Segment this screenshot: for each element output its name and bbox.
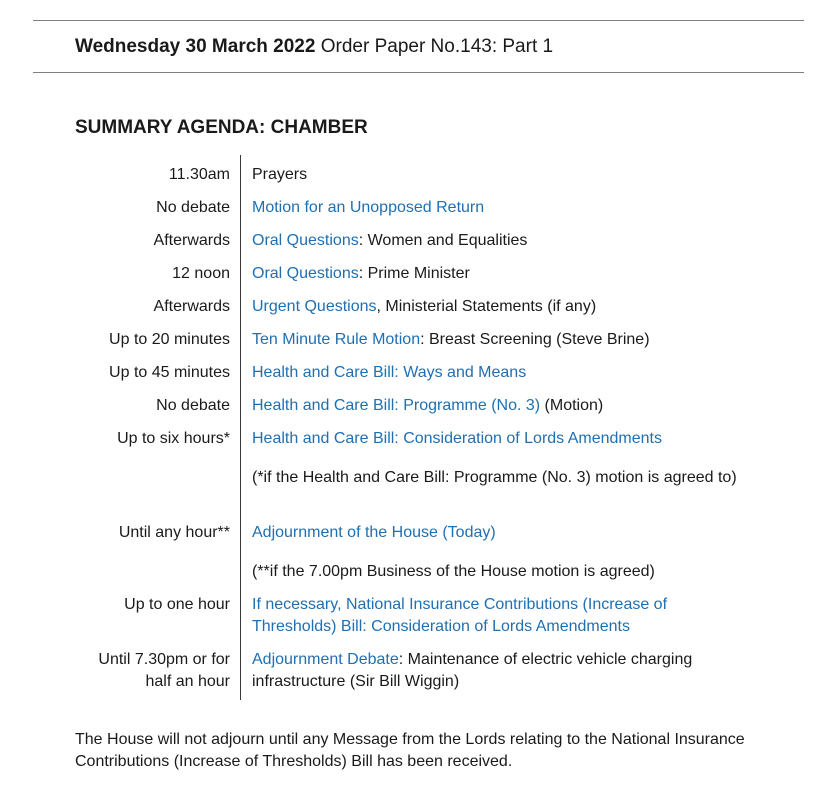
header-title: Order Paper No.143: Part 1 xyxy=(315,36,554,57)
agenda-item-link[interactable]: Adjournment of the House (Today) xyxy=(252,524,496,541)
agenda-item-text: : Breast Screening (Steve Brine) xyxy=(420,331,650,348)
agenda-item xyxy=(252,395,762,417)
agenda-item xyxy=(252,649,742,693)
agenda-time: 11.30am xyxy=(168,166,230,183)
agenda-item-link[interactable]: Adjournment Debate xyxy=(252,651,399,668)
header-rule xyxy=(33,72,804,73)
agenda-time: Up to one hour xyxy=(124,596,230,613)
agenda-item xyxy=(252,197,762,219)
header-date: Wednesday 30 March 2022 xyxy=(75,36,316,57)
agenda-item-text: Prayers xyxy=(252,166,308,183)
agenda-time: Up to 20 minutes xyxy=(109,331,230,348)
agenda-item-text: , Ministerial Statements (if any) xyxy=(376,298,597,315)
agenda-time: Up to 45 minutes xyxy=(109,364,230,381)
agenda-item xyxy=(252,329,762,351)
agenda-item xyxy=(252,467,762,489)
footer-note: The House will not adjourn until any Message from the Lords relating to the National Insurance Contributions (Increase of Thresholds) Bill has been received. xyxy=(75,731,745,770)
agenda-time: No debate xyxy=(156,397,230,414)
agenda-item-text: : Maintenance of electric vehicle charging infrastructure (Sir Bill Wiggin) xyxy=(252,651,693,690)
top-rule xyxy=(33,20,804,21)
agenda-item-text: (Motion) xyxy=(540,397,604,414)
agenda-time: Afterwards xyxy=(153,298,230,315)
agenda-item-link[interactable]: Urgent Questions xyxy=(252,298,377,315)
agenda-item xyxy=(252,263,762,285)
agenda-note: (**if the 7.00pm Business of the House motion is agreed) xyxy=(252,563,655,580)
agenda-item xyxy=(252,594,712,638)
section-title: SUMMARY AGENDA: CHAMBER xyxy=(75,117,368,138)
agenda-item-link[interactable]: Ten Minute Rule Motion xyxy=(252,331,421,348)
agenda-item-link[interactable]: Health and Care Bill: Ways and Means xyxy=(252,364,527,381)
agenda-item-link[interactable]: Health and Care Bill: Programme (No. 3) xyxy=(252,397,541,414)
agenda-item-link[interactable]: Motion for an Unopposed Return xyxy=(252,199,485,216)
page-header xyxy=(75,34,553,60)
agenda-time: Until any hour** xyxy=(118,524,230,541)
agenda-time: Up to six hours* xyxy=(117,430,230,447)
agenda-time: 12 noon xyxy=(172,265,230,282)
agenda-item xyxy=(252,296,762,318)
agenda-note: (*if the Health and Care Bill: Programme (No. 3) motion is agreed to) xyxy=(252,469,737,486)
agenda-time: Until 7.30pm or for half an hour xyxy=(98,651,230,690)
agenda-item xyxy=(252,428,762,450)
agenda-time: No debate xyxy=(156,199,230,216)
agenda-time: Afterwards xyxy=(153,232,230,249)
agenda-item-link[interactable]: Oral Questions xyxy=(252,232,359,249)
agenda-item xyxy=(252,362,762,384)
agenda-item xyxy=(252,164,762,186)
agenda-item-link[interactable]: Health and Care Bill: Consideration of Lords Amendments xyxy=(252,430,662,447)
agenda-item-link[interactable]: If necessary, National Insurance Contributions (Increase of Thresholds) Bill: Consideration of Lords Amendments xyxy=(252,596,668,635)
agenda-item-link[interactable]: Oral Questions xyxy=(252,265,359,282)
agenda-item xyxy=(252,561,762,583)
agenda-item-text: : Women and Equalities xyxy=(358,232,528,249)
agenda-item xyxy=(252,522,762,544)
agenda-divider xyxy=(240,155,241,700)
agenda-item xyxy=(252,230,762,252)
agenda-item-text: : Prime Minister xyxy=(358,265,470,282)
